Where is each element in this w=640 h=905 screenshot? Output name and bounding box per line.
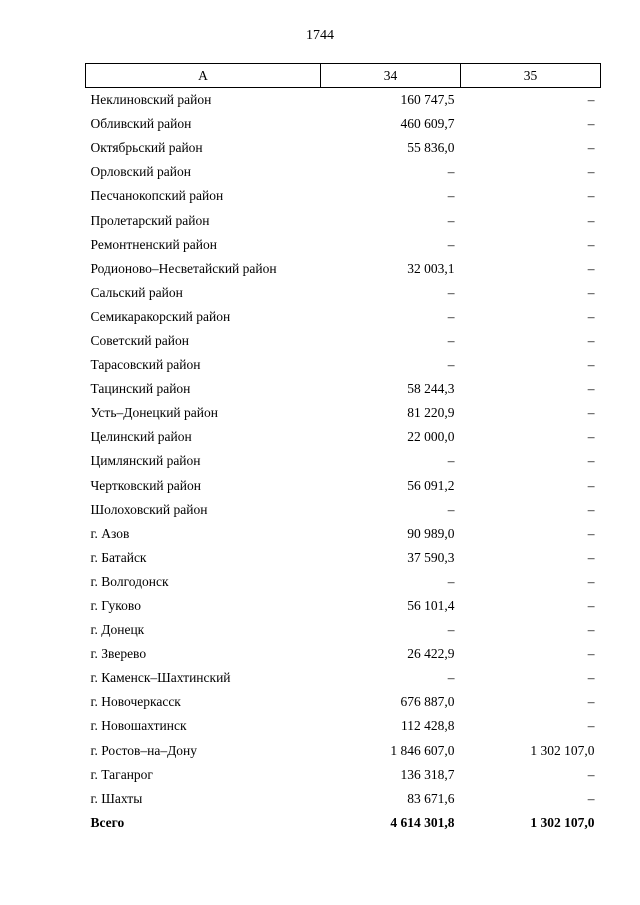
- table-row: [86, 281, 601, 305]
- row-value-35-cell: –: [587, 766, 595, 782]
- row-value-34-cell: –: [447, 670, 455, 686]
- row-value-35-cell: –: [587, 429, 595, 445]
- row-value-35-cell: –: [587, 308, 595, 324]
- row-name-cell: Песчанокопский район: [90, 188, 224, 204]
- row-name-cell: г. Таганрог: [90, 766, 153, 782]
- table-row: [86, 449, 601, 473]
- row-name-cell: г. Новошахтинск: [90, 718, 187, 734]
- row-name-cell: Чертковский район: [90, 477, 201, 493]
- row-value-35-cell: –: [587, 92, 595, 108]
- row-name-cell: Орловский район: [90, 164, 191, 180]
- row-value-34-cell: –: [447, 357, 455, 373]
- row-value-35-cell: –: [587, 501, 595, 517]
- row-value-35-cell: –: [587, 622, 595, 638]
- row-value-34-cell: 90 989,0: [407, 525, 455, 541]
- table-row: [86, 618, 601, 642]
- row-name-cell: Октябрьский район: [90, 140, 203, 156]
- row-name-cell: Усть–Донецкий район: [90, 405, 218, 421]
- row-value-34-cell: 26 422,9: [407, 646, 455, 662]
- row-name-cell: Родионово–Несветайский район: [90, 260, 277, 276]
- row-value-34-cell: –: [447, 501, 455, 517]
- table-row: [86, 160, 601, 184]
- row-value-34-cell: 160 747,5: [400, 92, 455, 108]
- row-value-34-cell: –: [447, 573, 455, 589]
- row-value-35-cell: –: [587, 477, 595, 493]
- row-value-34-cell: –: [447, 284, 455, 300]
- table-row: [86, 233, 601, 257]
- row-value-34-cell: –: [447, 236, 455, 252]
- table-row: [86, 714, 601, 738]
- row-value-35-cell: –: [587, 140, 595, 156]
- table-row: [86, 546, 601, 570]
- row-value-35-cell: –: [587, 212, 595, 228]
- row-value-34-cell: 1 846 607,0: [390, 742, 455, 758]
- row-name-cell: г. Каменск–Шахтинский: [90, 670, 231, 686]
- row-name-cell: Сальский район: [90, 284, 183, 300]
- total-name-cell: Всего: [90, 814, 125, 830]
- row-value-35-cell: –: [587, 790, 595, 806]
- row-name-cell: Неклиновский район: [90, 92, 212, 108]
- row-value-35-cell: –: [587, 646, 595, 662]
- header-column-35: 35: [461, 64, 601, 88]
- row-value-34-cell: 32 003,1: [407, 260, 455, 276]
- header-column-a: А: [86, 64, 321, 88]
- total-value-34-cell: 4 614 301,8: [390, 814, 455, 830]
- row-value-34-cell: 112 428,8: [401, 718, 455, 734]
- row-name-cell: г. Ростов–на–Дону: [90, 742, 198, 758]
- row-name-cell: г. Новочеркасск: [90, 694, 181, 710]
- row-value-35-cell: –: [587, 453, 595, 469]
- table-row: [86, 377, 601, 401]
- table-row: [86, 112, 601, 136]
- row-name-cell: г. Шахты: [90, 790, 143, 806]
- row-name-cell: Целинский район: [90, 429, 192, 445]
- header-column-34: 34: [321, 64, 461, 88]
- row-name-cell: Ремонтненский район: [90, 236, 217, 252]
- page-number: 1744: [306, 28, 334, 43]
- row-name-cell: г. Батайск: [90, 549, 147, 565]
- row-name-cell: Обливский район: [90, 116, 192, 132]
- table-row: [86, 88, 601, 113]
- row-value-34-cell: –: [447, 332, 455, 348]
- table-row: [86, 690, 601, 714]
- row-value-34-cell: 676 887,0: [400, 694, 455, 710]
- row-value-34-cell: 83 671,6: [407, 790, 455, 806]
- table-row: [86, 184, 601, 208]
- total-row: [86, 811, 601, 835]
- row-value-35-cell: –: [587, 116, 595, 132]
- table-row: [86, 401, 601, 425]
- table-row: [86, 739, 601, 763]
- table-row: [86, 136, 601, 160]
- row-value-35-cell: –: [587, 381, 595, 397]
- table-row: [86, 642, 601, 666]
- row-name-cell: Пролетарский район: [90, 212, 210, 228]
- row-value-35-cell: –: [587, 694, 595, 710]
- row-value-35-cell: 1 302 107,0: [530, 742, 595, 758]
- table-row: [86, 787, 601, 811]
- row-value-35-cell: –: [587, 236, 595, 252]
- row-value-34-cell: 136 318,7: [400, 766, 455, 782]
- row-value-34-cell: 37 590,3: [407, 549, 455, 565]
- table-row: [86, 329, 601, 353]
- row-value-34-cell: 22 000,0: [407, 429, 455, 445]
- table-row: [86, 474, 601, 498]
- table-body: [86, 88, 601, 835]
- row-value-35-cell: –: [587, 188, 595, 204]
- row-value-35-cell: –: [587, 718, 595, 734]
- row-value-35-cell: –: [587, 405, 595, 421]
- row-value-34-cell: 58 244,3: [407, 381, 455, 397]
- table-row: [86, 666, 601, 690]
- row-value-35-cell: –: [587, 549, 595, 565]
- row-value-34-cell: –: [447, 453, 455, 469]
- row-value-35-cell: –: [587, 164, 595, 180]
- data-table: [85, 63, 601, 835]
- row-name-cell: Советский район: [90, 332, 189, 348]
- row-name-cell: г. Донецк: [90, 622, 145, 638]
- table-row: [86, 208, 601, 232]
- row-value-35-cell: –: [587, 525, 595, 541]
- table-header: [86, 64, 601, 88]
- table-row: [86, 425, 601, 449]
- row-name-cell: г. Азов: [90, 525, 130, 541]
- table-row: [86, 522, 601, 546]
- table-row: [86, 257, 601, 281]
- row-value-34-cell: –: [447, 212, 455, 228]
- row-value-34-cell: 56 101,4: [407, 598, 455, 614]
- table-row: [86, 570, 601, 594]
- table-row: [86, 353, 601, 377]
- row-value-34-cell: –: [447, 308, 455, 324]
- row-value-34-cell: 81 220,9: [407, 405, 455, 421]
- row-name-cell: Цимлянский район: [90, 453, 201, 469]
- table-row: [86, 763, 601, 787]
- row-value-34-cell: 55 836,0: [407, 140, 455, 156]
- row-value-34-cell: 460 609,7: [400, 116, 455, 132]
- table-row: [86, 498, 601, 522]
- row-value-34-cell: 56 091,2: [407, 477, 455, 493]
- row-value-35-cell: –: [587, 598, 595, 614]
- row-value-35-cell: –: [587, 284, 595, 300]
- row-name-cell: Тацинский район: [90, 381, 191, 397]
- row-name-cell: г. Волгодонск: [90, 573, 169, 589]
- row-value-35-cell: –: [587, 332, 595, 348]
- row-value-34-cell: –: [447, 164, 455, 180]
- row-value-35-cell: –: [587, 670, 595, 686]
- row-name-cell: Шолоховский район: [90, 501, 208, 517]
- row-value-34-cell: –: [447, 622, 455, 638]
- row-value-35-cell: –: [587, 260, 595, 276]
- row-name-cell: г. Гуково: [90, 598, 141, 614]
- row-value-35-cell: –: [587, 573, 595, 589]
- table-row: [86, 305, 601, 329]
- row-value-35-cell: –: [587, 357, 595, 373]
- total-value-35-cell: 1 302 107,0: [530, 814, 595, 830]
- header-row: [86, 64, 601, 88]
- table-row: [86, 594, 601, 618]
- row-value-34-cell: –: [447, 188, 455, 204]
- row-name-cell: Тарасовский район: [90, 357, 201, 373]
- row-name-cell: Семикаракорский район: [90, 308, 231, 324]
- row-name-cell: г. Зверево: [90, 646, 147, 662]
